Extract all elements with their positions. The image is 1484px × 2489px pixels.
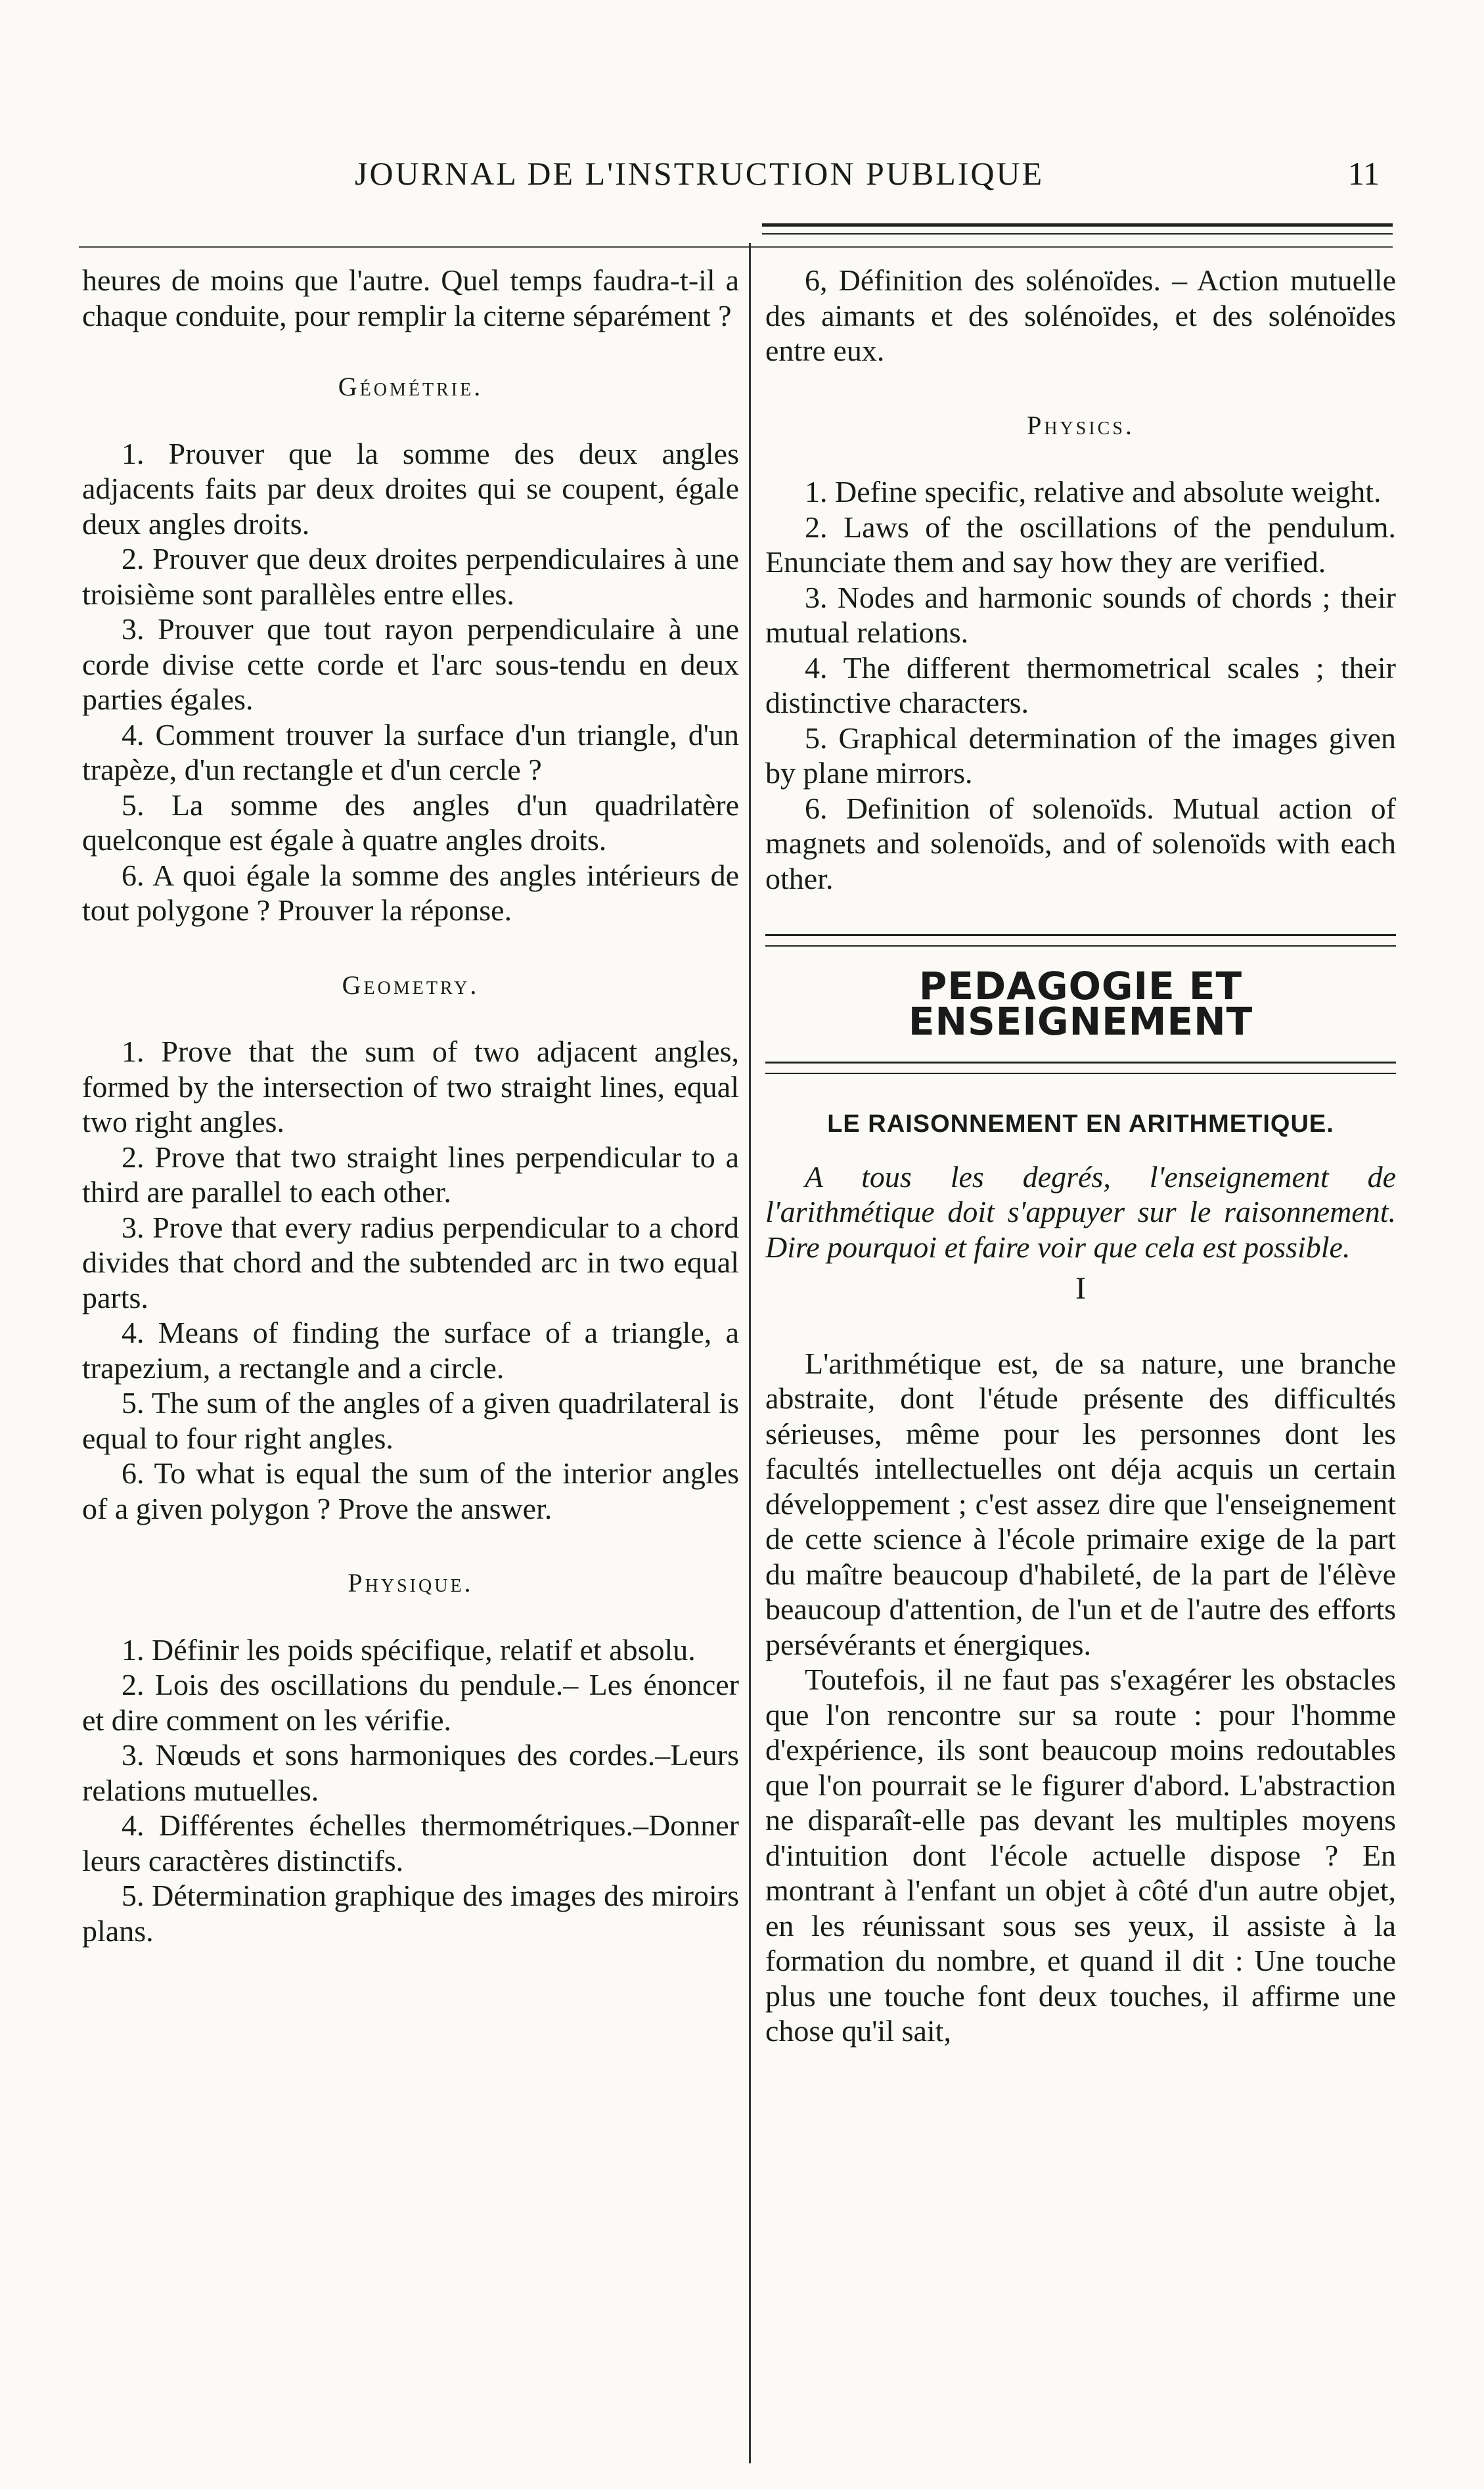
physics-item: 4. The different thermometrical scales ; their distinctive characters.: [765, 650, 1396, 719]
continued-item: 6, Définition des solénoïdes. – Action mutuelle des aimants et des solénoïdes, et des solénoïdes entre eux.: [765, 263, 1396, 367]
journal-title: JOURNAL DE L'INSTRUCTION PUBLIQUE: [355, 155, 1045, 192]
geometrie-item: 4. Comment trouver la surface d'un triangle, d'un trapèze, d'un rectangle et d'un cercle ?: [82, 717, 739, 786]
body-paragraph: Toutefois, il ne faut pas s'exagérer les obstacles que l'on rencontre sur sa route : pour l'homme d'expérience, ils sont beaucoup moins redoutables que l'on pourrait se le figurer d'abord. L'abstraction ne disparaît-elle pas devant les multiples moyens d'intuition dont l'école actuelle dispose ? En montrant à l'enfant un objet à côté d'un autre objet, en les réunissant sous ses yeux, il assiste à la formation du nombre, et quand il dit : Une touche plus une touche font deux touches, il affirme une chose qu'il sait,: [765, 1663, 1396, 2048]
physique-heading: Physique.: [348, 1568, 474, 1598]
right-column: [765, 263, 1396, 2463]
geometry-item: 2. Prove that two straight lines perpendicular to a third are parallel to each other.: [82, 1140, 739, 1209]
section-rule-top: [765, 934, 1396, 947]
article-lede: A tous les degrés, l'enseignement de l'arithmétique doit s'appuyer sur le raisonnement. Dire pourquoi et faire voir que cela est possible.: [765, 1159, 1396, 1264]
geometrie-item: 6. A quoi égale la somme des angles intérieurs de tout polygone ? Prouver la réponse.: [82, 858, 739, 927]
header-rule-thick: [762, 223, 1393, 227]
geometry-item: 6. To what is equal the sum of the interior angles of a given polygon ? Prove the answer.: [82, 1456, 739, 1525]
section-title: PEDAGOGIE ET ENSEIGNEMENT: [908, 964, 1253, 1044]
header-rule-full: [79, 246, 1393, 248]
geometry-item: 3. Prove that every radius perpendicular to a chord divides that chord and the subtended arc in two equal parts.: [82, 1210, 739, 1314]
running-header: [355, 154, 1380, 200]
physique-item: 2. Lois des oscillations du pendule.– Les énoncer et dire comment on les vérifie.: [82, 1668, 739, 1737]
header-rule-thin: [762, 233, 1393, 235]
geometrie-item: 2. Prouver que deux droites perpendiculaires à une troisième sont parallèles entre elles.: [82, 542, 739, 611]
geometry-item: 1. Prove that the sum of two adjacent angles, formed by the intersection of two straight lines, equal two right angles.: [82, 1035, 739, 1138]
article-title: LE RAISONNEMENT EN ARITHMETIQUE.: [827, 1110, 1334, 1138]
geometrie-heading: Géométrie.: [338, 372, 483, 401]
physics-item: 2. Laws of the oscillations of the pendulum. Enunciate them and say how they are verified.: [765, 510, 1396, 579]
physique-item: 3. Nœuds et sons harmoniques des cordes.–Leurs relations mutuelles.: [82, 1738, 739, 1807]
geometrie-item: 3. Prouver que tout rayon perpendiculaire à une corde divise cette corde et l'arc sous-tendu en deux parties égales.: [82, 612, 739, 716]
section-rule-bottom: [765, 1062, 1396, 1074]
physique-item: 1. Définir les poids spécifique, relatif et absolu.: [122, 1632, 696, 1667]
physics-item: 6. Definition of solenoïds. Mutual action of magnets and solenoïds, and of solenoïds with each other.: [765, 791, 1396, 895]
body-paragraph: L'arithmétique est, de sa nature, une branche abstraite, dont l'étude présente des difficultés sérieuses, même pour les personnes dont les facultés intellectuelles ont déja acquis un certain développement ; c'est assez dire que l'enseignement de cette science à l'école primaire exige de la part du maître beaucoup d'habileté, de la part de l'élève beaucoup d'attention, de l'un et de l'autre des efforts persévérants et énergiques.: [765, 1346, 1396, 1661]
left-column: [82, 263, 739, 2463]
geometry-item: 4. Means of finding the surface of a triangle, a trapezium, a rectangle and a circle.: [82, 1316, 739, 1385]
physique-item: 5. Détermination graphique des images des miroirs plans.: [82, 1879, 739, 1948]
continued-problem: heures de moins que l'autre. Quel temps faudra-t-il a chaque conduite, pour remplir la citerne séparément ?: [82, 263, 739, 332]
physique-item: 4. Différentes échelles thermométriques.–Donner leurs caractères distinctifs.: [82, 1808, 739, 1877]
geometry-item: 5. The sum of the angles of a given quadrilateral is equal to four right angles.: [82, 1386, 739, 1455]
physics-item: 5. Graphical determination of the images given by plane mirrors.: [765, 721, 1396, 790]
physics-item: 1. Define specific, relative and absolute weight.: [805, 475, 1382, 508]
geometry-heading: Geometry.: [342, 970, 480, 1000]
physics-heading: Physics.: [1027, 410, 1135, 440]
geometrie-item: 1. Prouver que la somme des deux angles adjacents faits par deux droites qui se coupent, égale deux angles droits.: [82, 436, 739, 541]
physics-item: 3. Nodes and harmonic sounds of chords ; their mutual relations.: [765, 580, 1396, 649]
part-numeral: I: [1075, 1271, 1086, 1306]
column-divider: [749, 243, 751, 2463]
page-number: 11: [1347, 155, 1380, 192]
geometrie-item: 5. La somme des angles d'un quadrilatère quelconque est égale à quatre angles droits.: [82, 788, 739, 857]
